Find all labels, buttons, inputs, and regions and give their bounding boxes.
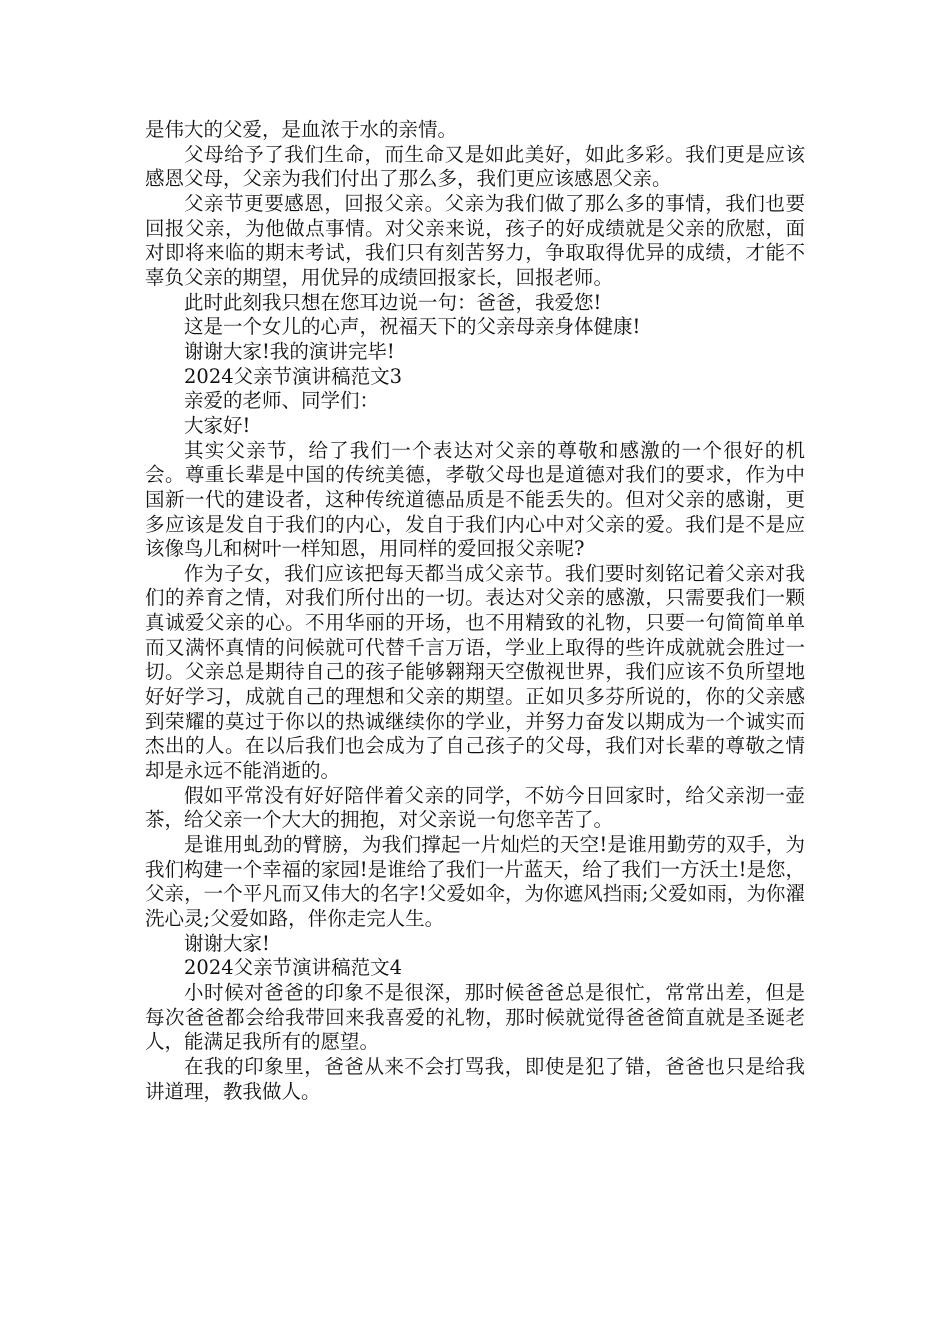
paragraph: 谢谢大家!我的演讲完毕! bbox=[184, 339, 395, 363]
paragraph: 小时候对爸爸的印象不是很深，那时候爸爸总是很忙，常常出差，但是每次爸爸都会给我带回来我喜爱的礼物，那时候就觉得爸爸简直就是圣诞老人，能满足我所有的愿望。 bbox=[145, 980, 805, 1054]
paragraph: 父母给予了我们生命，而生命又是如此美好，如此多彩。我们更是应该感恩父母，父亲为我们付出了那么多，我们更应该感恩父亲。 bbox=[145, 142, 805, 191]
paragraph: 假如平常没有好好陪伴着父亲的同学，不妨今日回家时，给父亲沏一壶茶，给父亲一个大大的拥抱，对父亲说一句您辛苦了。 bbox=[145, 783, 805, 832]
paragraph: 父亲节更要感恩，回报父亲。父亲为我们做了那么多的事情，我们也要回报父亲，为他做点事情。对父亲来说，孩子的好成绩就是父亲的欣慰，面对即将来临的期末考试，我们只有刻苦努力，争取取得优异的成绩，才能不辜负父亲的期望，用优异的成绩回报家长，回报老师。 bbox=[145, 191, 805, 289]
section-heading: 2024父亲节演讲稿范文4 bbox=[184, 956, 403, 980]
paragraph: 是谁用虬劲的臂膀，为我们撑起一片灿烂的天空!是谁用勤劳的双手，为我们构建一个幸福的家园!是谁给了我们一片蓝天，给了我们一方沃土!是您，父亲，一个平凡而又伟大的名字!父爱如伞，为你遮风挡雨;父爱如雨，为你濯洗心灵;父爱如路，伴你走完人生。 bbox=[145, 833, 805, 930]
paragraph: 在我的印象里，爸爸从来不会打骂我，即使是犯了错，爸爸也只是给我讲道理，教我做人。 bbox=[145, 1054, 805, 1103]
salutation: 亲爱的老师、同学们： bbox=[184, 389, 380, 413]
paragraph: 这是一个女儿的心声，祝福天下的父亲母亲身体健康! bbox=[184, 315, 641, 339]
section-heading: 2024父亲节演讲稿范文3 bbox=[184, 364, 403, 388]
paragraph: 是伟大的父爱，是血浓于水的亲情。 bbox=[145, 118, 458, 141]
greeting: 大家好! bbox=[184, 413, 251, 437]
paragraph: 此时此刻我只想在您耳边说一句：爸爸，我爱您! bbox=[184, 290, 602, 314]
paragraph: 作为子女，我们应该把每天都当成父亲节。我们要时刻铭记着父亲对我们的养育之情，对我们所付出的一切。表达对父亲的感激，只需要我们一颗真诚爱父亲的心。不用华丽的开场，也不用精致的礼物，只要一句简简单单而又满怀真情的问候就可代替千言万语，学业上取得的些许成就就会胜过一切。父亲总是期待自己的孩子能够翱翔天空傲视世界，我们应该不负所望地好好学习，成就自己的理想和父亲的期望。正如贝多芬所说的，你的父亲感到荣耀的莫过于你以的热诚继续你的学业，并努力奋发以期成为一个诚实而杰出的人。在以后我们也会成为了自己孩子的父母，我们对长辈的尊敬之情却是永远不能消逝的。 bbox=[145, 561, 805, 783]
paragraph: 其实父亲节，给了我们一个表达对父亲的尊敬和感激的一个很好的机会。尊重长辈是中国的传统美德，孝敬父母也是道德对我们的要求，作为中国新一代的建设者，这种传统道德品质是不能丢失的。但对父亲的感谢，更多应该是发自于我们的内心，发自于我们内心中对父亲的爱。我们是不是应该像鸟儿和树叶一样知恩，用同样的爱回报父亲呢? bbox=[145, 438, 805, 561]
closing-line: 谢谢大家! bbox=[184, 931, 270, 955]
document-body bbox=[145, 118, 805, 1104]
